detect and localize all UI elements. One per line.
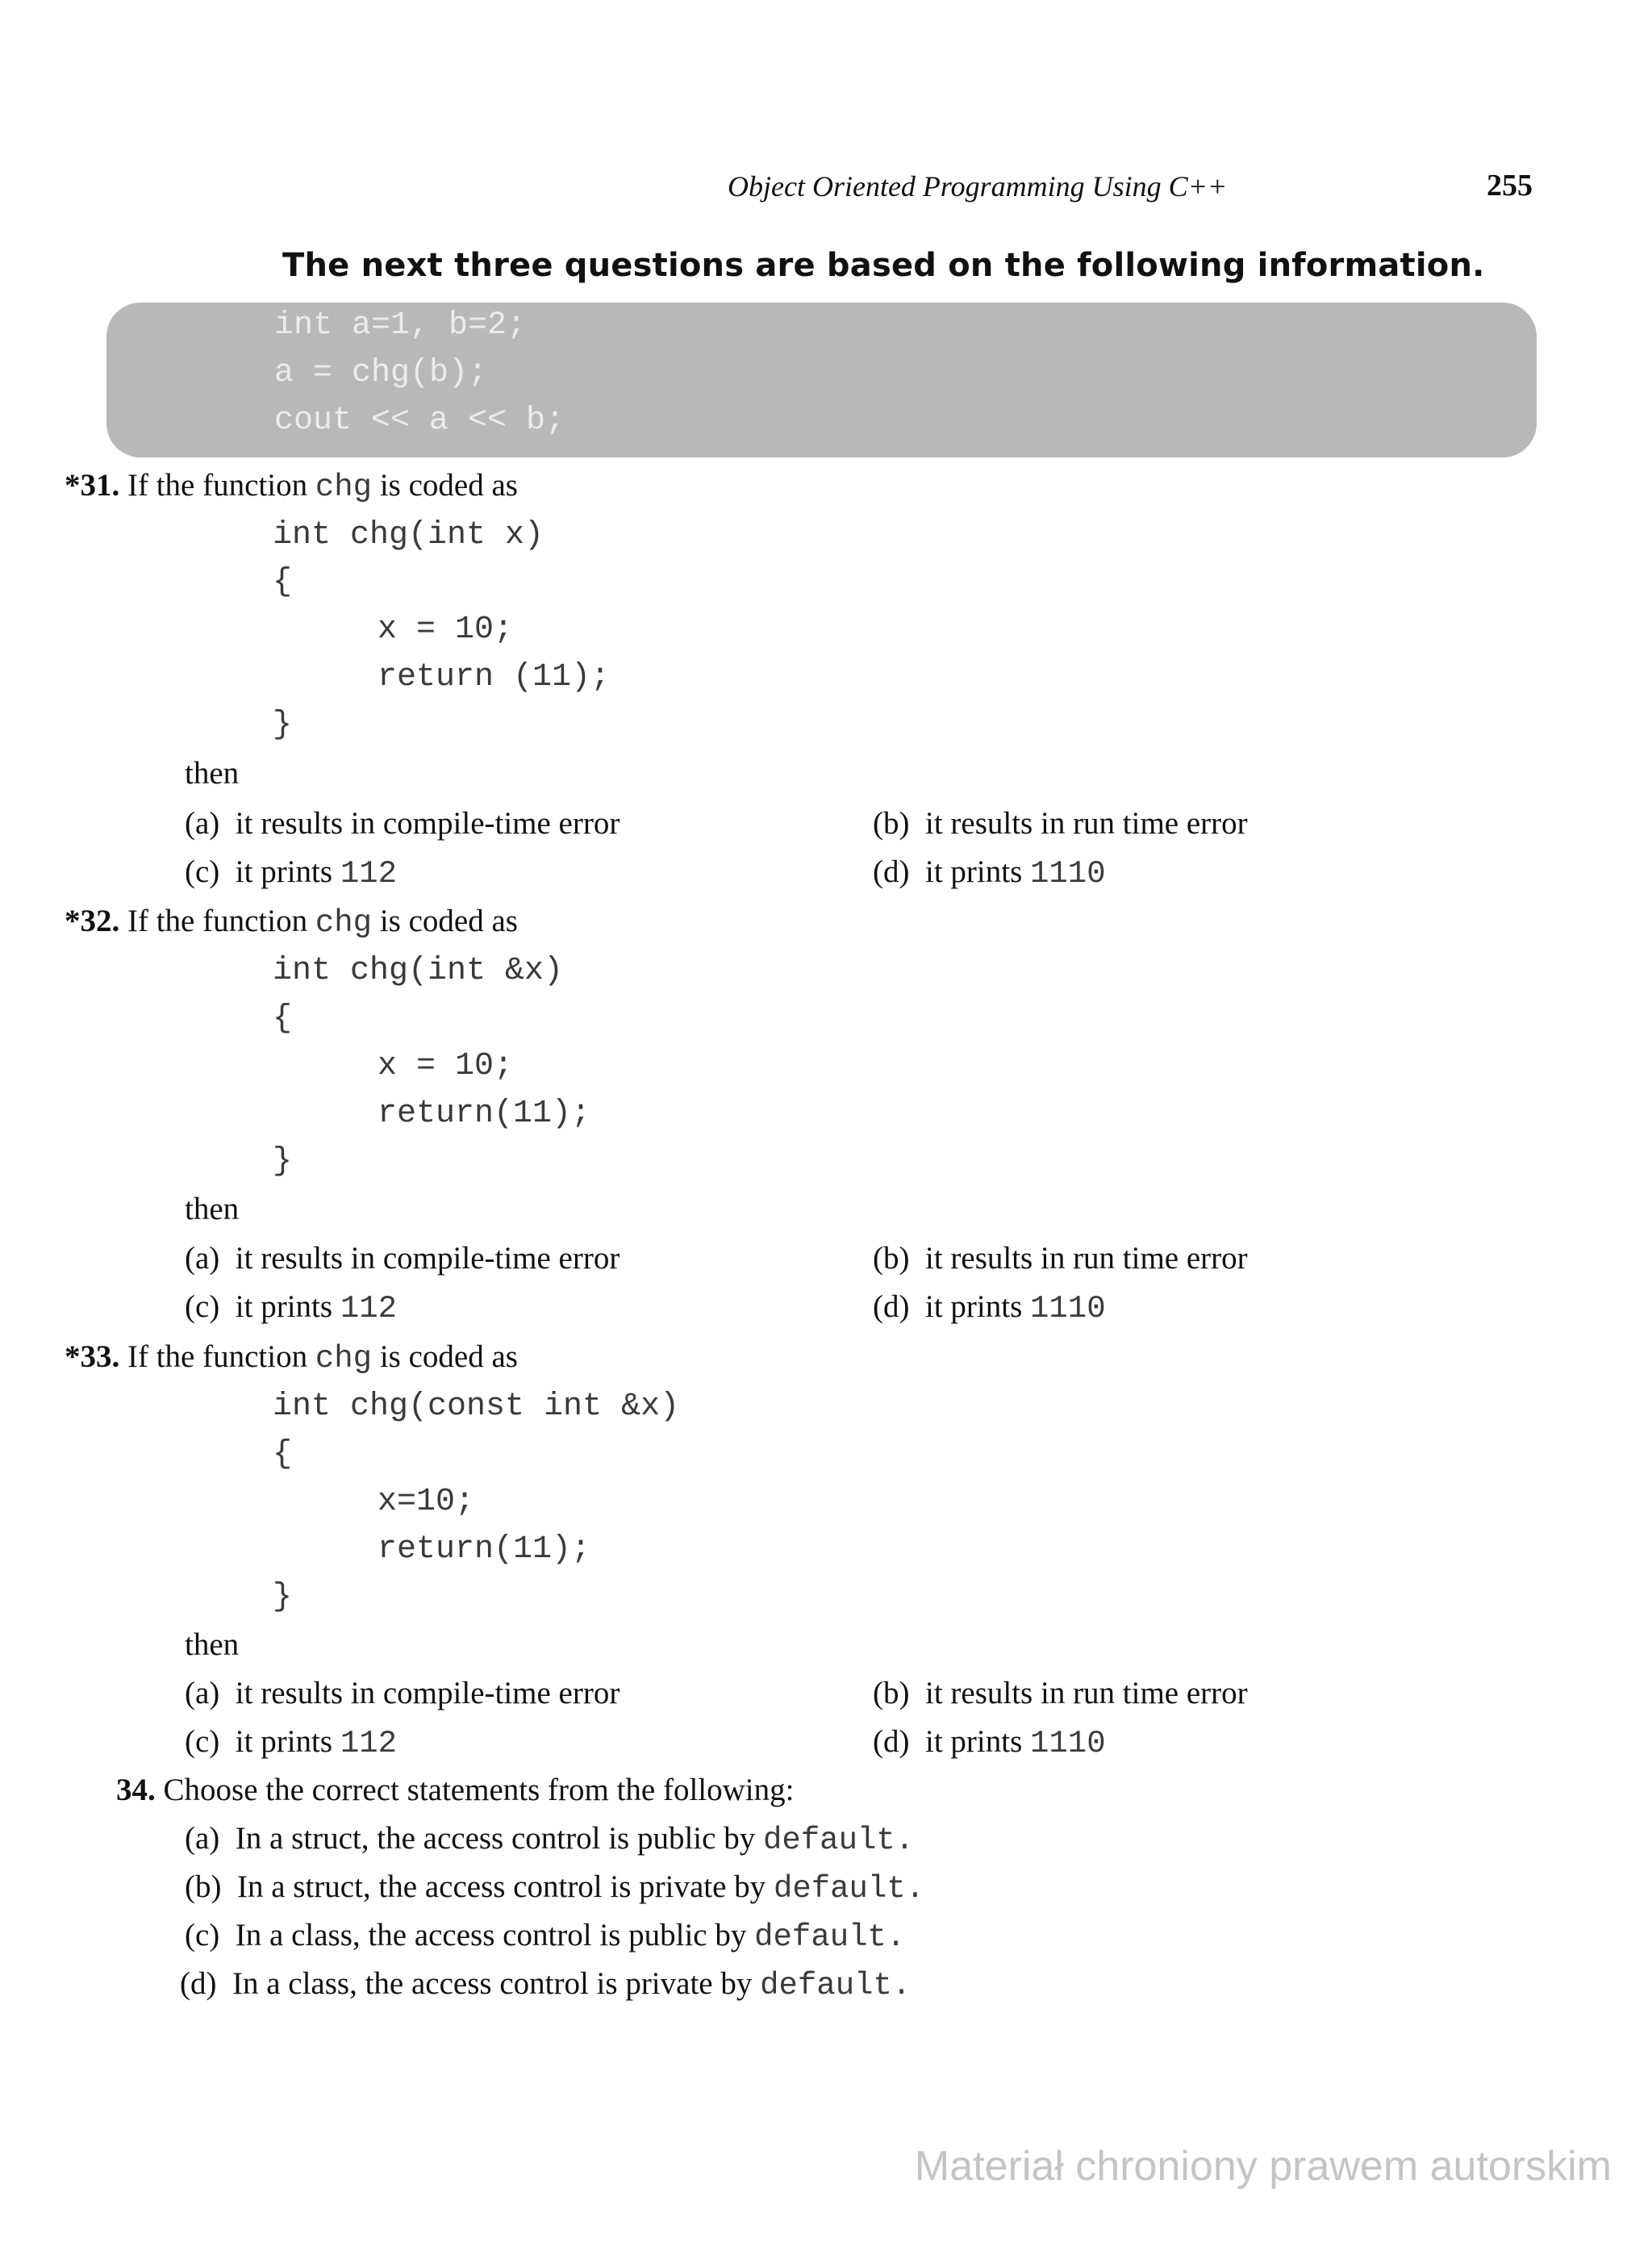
stem-text: If the function <box>127 468 315 503</box>
shared-code-line: a = chg(b); <box>274 355 488 391</box>
option-label: (c) <box>185 854 220 889</box>
statement-label: (d) <box>180 1966 217 2001</box>
statement-code: default. <box>760 1968 912 2003</box>
option-b <box>873 1240 1248 1277</box>
option-d <box>873 1723 1106 1762</box>
statement-code: default. <box>773 1871 925 1907</box>
question-34-stem <box>116 1772 794 1809</box>
stem-text: If the function <box>127 1339 315 1374</box>
option-text: it results in run time error <box>924 806 1248 841</box>
option-text: it prints <box>924 1724 1030 1759</box>
then-label: then <box>185 1192 240 1226</box>
option-a <box>185 1240 620 1277</box>
option-label: (a) <box>185 1241 220 1276</box>
option-label: (d) <box>873 1289 910 1324</box>
stem-code: chg <box>315 470 373 505</box>
statement-text: In a class, the access control is private by <box>232 1966 761 2001</box>
statement-label: (a) <box>185 1821 220 1856</box>
copyright-watermark: Materiał chroniony prawem autorskim <box>914 2143 1612 2190</box>
option-d <box>873 1288 1106 1327</box>
option-text: it results in compile-time error <box>235 1241 620 1276</box>
option-code: 1110 <box>1030 856 1106 892</box>
option-text: it results in compile-time error <box>235 806 620 841</box>
option-text: it results in run time error <box>924 1241 1248 1276</box>
code-line: { <box>273 564 293 600</box>
question-32-stem <box>65 903 518 942</box>
question-number: 34. <box>116 1773 156 1807</box>
option-text: it prints <box>924 854 1030 889</box>
option-text: it results in compile-time error <box>235 1676 620 1710</box>
statement-code: default. <box>754 1919 906 1955</box>
option-code: 112 <box>340 1291 398 1326</box>
stem-text: Choose the correct statements from the following: <box>163 1773 795 1807</box>
option-label: (c) <box>185 1289 220 1324</box>
option-label: (d) <box>873 854 910 889</box>
code-line: x=10; <box>378 1484 475 1520</box>
code-line: x = 10; <box>378 612 514 648</box>
then-label: then <box>185 1627 240 1662</box>
shared-code-box <box>106 303 1537 457</box>
code-line: int chg(int &x) <box>273 953 564 989</box>
code-line: { <box>273 1436 293 1472</box>
option-text: it prints <box>235 1724 340 1759</box>
statement-a <box>185 1820 914 1859</box>
option-b <box>873 805 1248 842</box>
statement-d <box>180 1965 911 2004</box>
shared-code-line: int a=1, b=2; <box>274 307 527 344</box>
page-number: 255 <box>1487 169 1533 203</box>
option-text: it results in run time error <box>924 1676 1248 1710</box>
shared-code-line: cout << a << b; <box>274 403 565 439</box>
option-d <box>873 854 1106 892</box>
question-number: *33. <box>65 1339 120 1374</box>
question-number: *32. <box>65 904 120 938</box>
statement-code: default. <box>762 1823 915 1858</box>
option-a <box>185 805 620 842</box>
code-line: return(11); <box>378 1531 591 1568</box>
statement-b <box>185 1869 924 1907</box>
option-c <box>185 1723 397 1762</box>
option-label: (b) <box>873 1241 910 1276</box>
option-code: 1110 <box>1030 1726 1106 1761</box>
question-number: *31. <box>65 468 120 503</box>
stem-text: is coded as <box>372 904 518 938</box>
option-label: (c) <box>185 1724 220 1759</box>
question-31-stem <box>65 467 518 506</box>
statement-text: In a struct, the access control is private by <box>236 1869 774 1904</box>
option-code: 1110 <box>1030 1291 1106 1326</box>
stem-text: If the function <box>127 904 315 938</box>
option-code: 112 <box>340 856 398 892</box>
statement-text: In a class, the access control is public by <box>235 1918 755 1953</box>
option-label: (a) <box>185 1676 220 1710</box>
code-line: } <box>273 1143 293 1180</box>
code-line: } <box>273 707 293 743</box>
option-b <box>873 1675 1248 1712</box>
option-text: it prints <box>235 1289 340 1324</box>
code-line: int chg(int x) <box>273 517 544 553</box>
code-line: } <box>273 1579 293 1615</box>
option-text: it prints <box>924 1289 1030 1324</box>
stem-text: is coded as <box>372 468 518 503</box>
code-line: int chg(const int &x) <box>273 1389 680 1425</box>
stem-text: is coded as <box>372 1339 518 1374</box>
option-c <box>185 1288 397 1327</box>
option-a <box>185 1675 620 1712</box>
running-title: Object Oriented Programming Using C++ <box>728 170 1228 203</box>
option-label: (b) <box>873 1676 910 1710</box>
question-33-stem <box>65 1339 518 1377</box>
code-line: x = 10; <box>378 1048 514 1084</box>
option-text: it prints <box>235 854 340 889</box>
intro-sentence: The next three questions are based on the following information. <box>282 247 1485 284</box>
stem-code: chg <box>315 1341 373 1376</box>
then-label: then <box>185 756 240 791</box>
option-code: 112 <box>340 1726 398 1761</box>
option-label: (d) <box>873 1724 910 1759</box>
statement-c <box>185 1917 905 1956</box>
option-c <box>185 854 397 892</box>
code-line: return (11); <box>378 659 611 695</box>
statement-label: (b) <box>185 1869 222 1904</box>
statement-text: In a struct, the access control is public by <box>235 1821 763 1856</box>
code-line: return(11); <box>378 1096 591 1132</box>
statement-label: (c) <box>185 1918 220 1953</box>
stem-code: chg <box>315 905 373 941</box>
option-label: (a) <box>185 806 220 841</box>
option-label: (b) <box>873 806 910 841</box>
code-line: { <box>273 1000 293 1037</box>
